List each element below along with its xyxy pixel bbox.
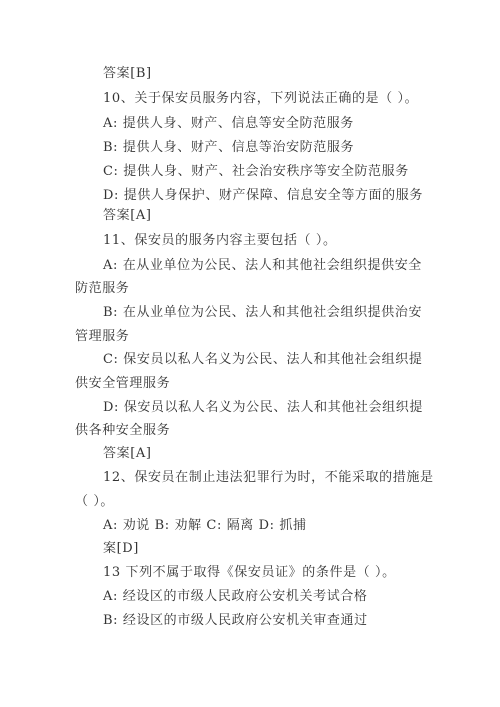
option-a: A: 在从业单位为公民、法人和其他社会组织提供安全 [103, 258, 422, 273]
option-b: B: 提供人身、财产、信息等治安防范服务 [103, 140, 355, 155]
question-10: 10、关于保安员服务内容，下列说法正确的是（ ）。 [103, 91, 419, 106]
option-a: A: 经设区的市级人民政府公安机关考试合格 [103, 589, 368, 604]
options-inline: A: 劝说 B: 劝解 C: 隔离 D: 抓捕 [103, 518, 307, 533]
option-c: C: 保安员以私人名义为公民、法人和其他社会组织提 [103, 352, 423, 367]
option-c: C: 提供人身、财产、社会治安秩序等安全防范服务 [103, 164, 409, 179]
option-d: D: 提供人身保护、财产保障、信息安全等方面的服务 [103, 188, 423, 203]
option-b: B: 在从业单位为公民、法人和其他社会组织提供治安 [103, 305, 423, 320]
option-d-continued: 供各种安全服务 [75, 423, 171, 438]
option-c-continued: 供安全管理服务 [75, 376, 171, 391]
option-a: A: 提供人身、财产、信息等安全防范服务 [103, 116, 354, 131]
option-a-continued: 防范服务 [75, 281, 130, 296]
question-13: 13 下列不属于取得《保安员证》的条件是（ ）。 [103, 565, 396, 580]
answer-line: 答案[A] [103, 208, 152, 223]
question-12: 12、保安员在制止违法犯罪行为时，不能采取的措施是 [103, 470, 434, 485]
option-b: B: 经设区的市级人民政府公安机关审查通过 [103, 613, 368, 628]
answer-line: 答案[B] [103, 66, 152, 81]
question-11: 11、保安员的服务内容主要包括（ ）。 [103, 233, 337, 248]
answer-line: 案[D] [103, 541, 139, 556]
answer-line: 答案[A] [103, 446, 152, 461]
option-d: D: 保安员以私人名义为公民、法人和其他社会组织提 [103, 400, 423, 415]
question-12-continued: （ ）。 [75, 494, 115, 509]
option-b-continued: 管理服务 [75, 329, 130, 344]
